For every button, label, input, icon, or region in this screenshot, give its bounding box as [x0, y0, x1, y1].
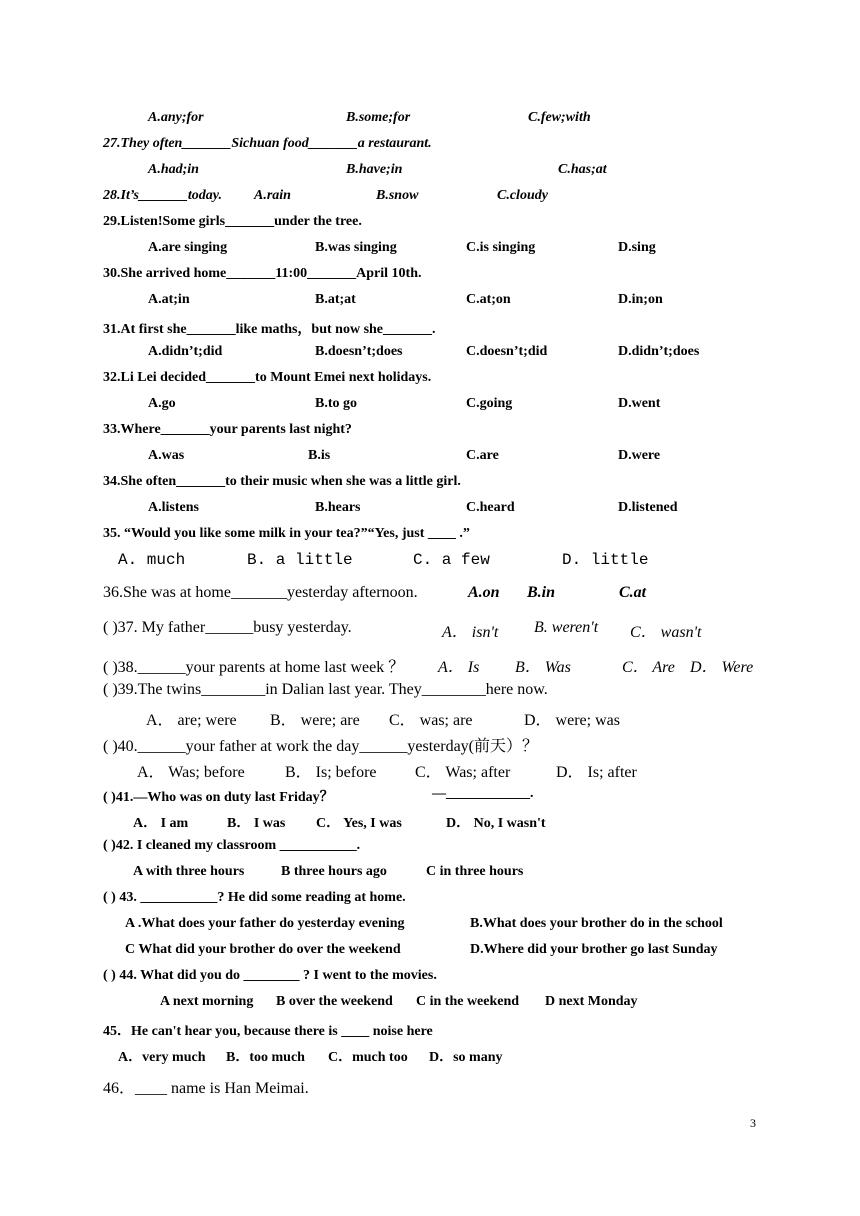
q41-option-b: B． I was — [227, 816, 286, 831]
q35-option-c: C. a few — [413, 551, 490, 569]
q36-option-c: C.at — [619, 584, 647, 601]
q33-option-d: D.were — [618, 448, 661, 463]
q28-stem: 28.It’s_______today. — [103, 188, 222, 203]
q32-option-c: C.going — [466, 396, 513, 411]
q28-option-a: A.rain — [254, 188, 291, 203]
q45-option-b: B．too much — [226, 1050, 305, 1065]
q42-option-b: B three hours ago — [281, 864, 387, 879]
q30-option-a: A.at;in — [148, 292, 190, 307]
q37-option-c: C． wasn't — [630, 624, 702, 641]
q38-option-c: C． Are — [622, 659, 675, 676]
q44-option-b: B over the weekend — [276, 994, 393, 1009]
q45-option-c: C．much too — [328, 1050, 408, 1065]
q30-option-b: B.at;at — [315, 292, 356, 307]
q43-option-a: A .What does your father do yesterday evening — [125, 916, 405, 931]
q32-option-b: B.to go — [315, 396, 357, 411]
q33-option-a: A.was — [148, 448, 185, 463]
q42-stem: ( )42. I cleaned my classroom ___________. — [103, 838, 361, 853]
q37-option-b: B. weren't — [534, 619, 599, 636]
q41-option-a: A． I am — [133, 816, 189, 831]
q34-stem: 34.She often_______to their music when she was a little girl. — [103, 474, 461, 489]
q29-stem: 29.Listen!Some girls_______under the tree. — [103, 214, 362, 229]
q39-option-d: D． were; was — [524, 712, 620, 729]
q44-option-c: C in the weekend — [416, 994, 520, 1009]
q32-stem: 32.Li Lei decided_______to Mount Emei next holidays. — [103, 370, 432, 385]
q38-option-a: A． Is — [438, 659, 480, 676]
q46-stem: 46．____ name is Han Meimai. — [103, 1080, 309, 1097]
q26-option-a: A.any;for — [148, 110, 204, 125]
q31-option-b: B.doesn’t;does — [315, 344, 403, 359]
q35-option-d: D. little — [562, 551, 649, 569]
q35-option-a: A. much — [118, 551, 186, 569]
q36-stem: 36.She was at home_______yesterday afternoon. — [103, 584, 418, 601]
q43-stem: ( ) 43. ___________? He did some reading at home. — [103, 890, 406, 905]
q31-option-c: C.doesn’t;did — [466, 344, 548, 359]
q44-option-a: A next morning — [160, 994, 254, 1009]
q34-option-d: D.listened — [618, 500, 678, 515]
q44-option-d: D next Monday — [545, 994, 638, 1009]
q40-option-c: C． Was; after — [415, 764, 511, 781]
q26-option-b: B.some;for — [346, 110, 411, 125]
q29-option-d: D.sing — [618, 240, 656, 255]
q39-option-c: C． was; are — [389, 712, 473, 729]
q45-stem: 45．He can't hear you, because there is ____ noise here — [103, 1024, 433, 1039]
q45-option-a: A．very much — [118, 1050, 206, 1065]
q43-option-b: B.What does your brother do in the school — [470, 916, 723, 931]
q44-stem: ( ) 44. What did you do ________ ? I went to the movies. — [103, 968, 437, 983]
q37-stem: ( )37. My father______busy yesterday. — [103, 619, 352, 636]
q26-option-c: C.few;with — [528, 110, 591, 125]
q32-option-a: A.go — [148, 396, 176, 411]
q33-stem: 33.Where_______your parents last night? — [103, 422, 352, 437]
q39-option-a: A． are; were — [146, 712, 237, 729]
q32-option-d: D.went — [618, 396, 661, 411]
q36-option-a: A.on — [468, 584, 500, 601]
q43-option-c: C What did your brother do over the weekend — [125, 942, 401, 957]
q30-option-d: D.in;on — [618, 292, 663, 307]
q36-option-b: B.in — [527, 584, 556, 601]
q27-option-a: A.had;in — [148, 162, 199, 177]
q41-option-d: D． No, I wasn't — [446, 816, 546, 831]
q33-option-c: C.are — [466, 448, 499, 463]
q38-stem: ( )38.______your parents at home last week ？ — [103, 659, 405, 676]
q39-stem: ( )39.The twins________in Dalian last year. They________here now. — [103, 681, 548, 698]
q41-option-c: C． Yes, I was — [316, 816, 402, 831]
q29-option-b: B.was singing — [315, 240, 397, 255]
q34-option-b: B.hears — [315, 500, 361, 515]
q29-option-c: C.is singing — [466, 240, 536, 255]
q27-stem: 27.They often_______Sichuan food_______a restaurant. — [103, 136, 432, 151]
q34-option-c: C.heard — [466, 500, 515, 515]
q28-option-b: B.snow — [376, 188, 419, 203]
q40-option-d: D． Is; after — [556, 764, 637, 781]
q31-option-d: D.didn’t;does — [618, 344, 700, 359]
q27-option-c: C.has;at — [558, 162, 607, 177]
q42-option-c: C in three hours — [426, 864, 524, 879]
q38-option-b: B． Was — [515, 659, 571, 676]
q31-stem: 31.At first she_______like maths，but now she_______. — [103, 322, 436, 337]
q41-stem: ( )41.—Who was on duty last Friday？ — [103, 790, 334, 805]
q41-answer-blank: —____________. — [432, 786, 534, 801]
q35-stem: 35. “Would you like some milk in your tea?”“Yes, just ____ .” — [103, 526, 470, 541]
q37-option-a: A． isn't — [442, 624, 499, 641]
q40-option-b: B． Is; before — [285, 764, 377, 781]
q39-option-b: B． were; are — [270, 712, 360, 729]
q43-option-d: D.Where did your brother go last Sunday — [470, 942, 718, 957]
q42-option-a: A with three hours — [133, 864, 245, 879]
q30-option-c: C.at;on — [466, 292, 511, 307]
q38-option-d: D． Were — [690, 659, 754, 676]
q40-stem: ( )40.______your father at work the day______yesterday(前天）？ — [103, 738, 539, 755]
q33-option-b: B.is — [308, 448, 331, 463]
q45-option-d: D．so many — [429, 1050, 503, 1065]
page-number: 3 — [750, 1116, 756, 1130]
q27-option-b: B.have;in — [346, 162, 403, 177]
q30-stem: 30.She arrived home_______11:00_______April 10th. — [103, 266, 422, 281]
q40-option-a: A． Was; before — [137, 764, 245, 781]
q34-option-a: A.listens — [148, 500, 199, 515]
q35-option-b: B. a little — [247, 551, 353, 569]
q29-option-a: A.are singing — [148, 240, 228, 255]
q31-option-a: A.didn’t;did — [148, 344, 223, 359]
q28-option-c: C.cloudy — [497, 188, 548, 203]
